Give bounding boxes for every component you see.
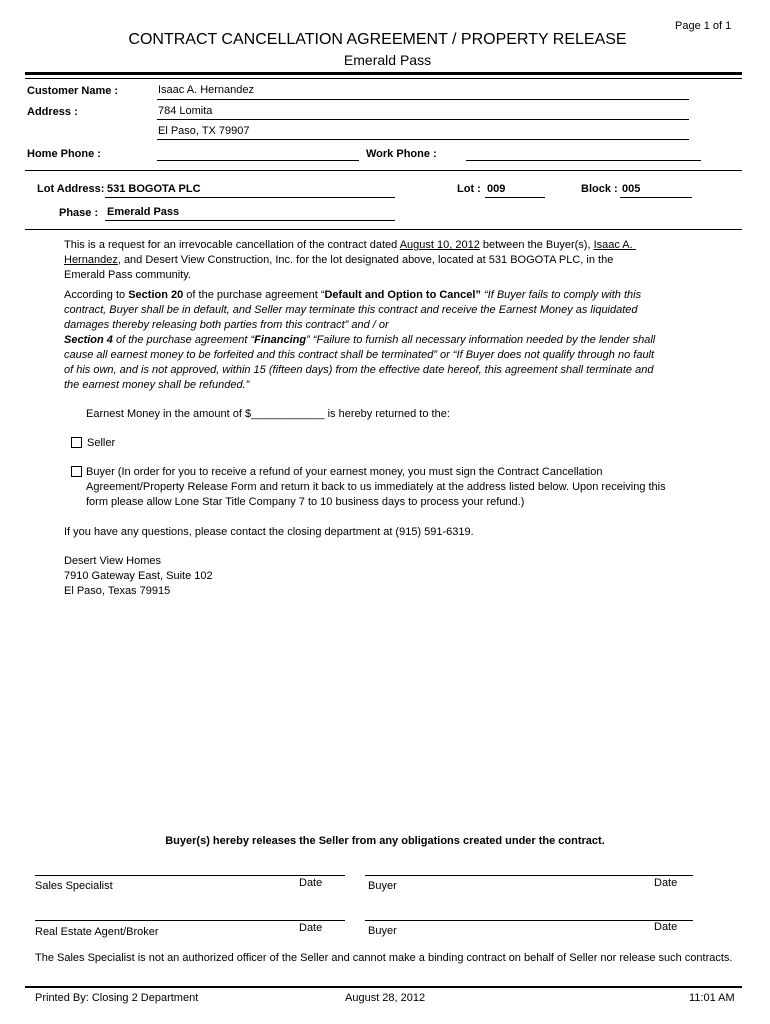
customer-name-value: Isaac A. Hernandez xyxy=(158,84,255,96)
phase-value: Emerald Pass xyxy=(107,206,180,218)
p2-text-c: “If Buyer fails to comply with this contract, Buyer shall be in default, and Seller may terminate this contract and receive the Earnest Money as liquidated damages thereby releasing both parties from this contract” and / or xyxy=(64,289,642,331)
company-address-line2: El Paso, Texas 79915 xyxy=(64,585,171,597)
address-line1-value: 784 Lomita xyxy=(158,105,213,117)
sales-specialist-label: Sales Specialist xyxy=(35,880,113,892)
contract-date: August 10, 2012 xyxy=(399,239,480,251)
buyer-name-trailing-space xyxy=(633,239,636,251)
lot-address-value: 531 BOGOTA PLC xyxy=(107,183,201,195)
lot-address-line xyxy=(105,197,395,198)
document-title: CONTRACT CANCELLATION AGREEMENT / PROPERTY RELEASE xyxy=(128,31,627,48)
header-rule-thick xyxy=(25,72,742,75)
address-label: Address : xyxy=(27,106,78,118)
header-rule-thin xyxy=(25,78,742,79)
customer-name-label: Customer Name : xyxy=(27,85,119,97)
lot-section-rule xyxy=(25,229,742,230)
address-line1-line xyxy=(157,119,689,120)
cancellation-request-paragraph xyxy=(64,238,664,283)
earnest-text-a: Earnest Money in the amount of $ xyxy=(86,408,252,420)
p1-text-d: Emerald Pass community. xyxy=(64,269,191,281)
section-4-ref: Section 4 xyxy=(64,334,113,346)
section-20-ref: Section 20 xyxy=(128,289,184,301)
financing-title: Financing xyxy=(254,334,307,346)
address-line2-line xyxy=(157,139,689,140)
earnest-money-statement xyxy=(86,408,450,420)
earnest-text-b: is hereby returned to the: xyxy=(324,408,450,420)
work-phone-line xyxy=(466,160,701,161)
printed-by: Printed By: Closing 2 Department xyxy=(35,992,199,1004)
footer-rule xyxy=(25,986,742,988)
address-line2-value: El Paso, TX 79907 xyxy=(158,125,250,137)
sales-specialist-date-label: Date xyxy=(299,877,323,889)
default-option-title: Default and Option to Cancel” xyxy=(324,289,481,301)
print-date: August 28, 2012 xyxy=(345,992,426,1004)
questions-contact: If you have any questions, please contact the closing department at (915) 591-6319. xyxy=(64,526,474,538)
release-statement: Buyer(s) hereby releases the Seller from any obligations created under the contract. xyxy=(165,835,605,847)
p2-text-d: of the purchase agreement “ xyxy=(112,334,255,346)
block-label: Block : xyxy=(581,183,618,195)
buyer-label-2: Buyer xyxy=(368,925,397,937)
lot-number-value: 009 xyxy=(487,183,506,195)
p1-text-b: between the Buyer(s), xyxy=(479,239,594,251)
block-value: 005 xyxy=(622,183,641,195)
buyer-date-label-2: Date xyxy=(654,921,678,933)
p1-text-c: , and Desert View Construction, Inc. for the lot designated above, located at 531 BOGOTA PLC, in the xyxy=(117,254,614,266)
p1-text-a: This is a request for an irrevocable cancellation of the contract dated xyxy=(64,239,400,251)
print-time: 11:01 AM xyxy=(689,992,735,1004)
p2-text-e: ” “Failure to furnish all necessary information needed by the lender shall cause all earnest money to be forfeited and this contract shall be terminated” or “If Buyer does not qualify through no fault of his own, and is not approved, within 15 (fifteen days) from the effective date hereof, this agreement shall terminate and the earnest money shall be refunded.” xyxy=(64,334,656,391)
sales-specialist-disclaimer: The Sales Specialist is not an authorized officer of the Seller and cannot make a binding contract on behalf of Seller nor release such contracts. xyxy=(35,952,733,964)
lot-address-label: Lot Address: xyxy=(37,183,105,195)
buyer-checkbox-label: Buyer (In order for you to receive a refund of your earnest money, you must sign the Contract Cancellation Agreement/Property Release Form and return it back to us immediately at the address listed below. Upon receiving this form please allow Lone Star Title Company 7 to 10 business days to process your refund.) xyxy=(86,466,666,508)
work-phone-label: Work Phone : xyxy=(366,148,437,160)
home-phone-line xyxy=(157,160,359,161)
buyer-date-label-1: Date xyxy=(654,877,678,889)
home-phone-label: Home Phone : xyxy=(27,148,101,160)
earnest-amount-blank[interactable]: ____________ xyxy=(251,408,325,420)
document-subtitle: Emerald Pass xyxy=(343,52,432,68)
customer-section-rule xyxy=(25,170,742,171)
company-name: Desert View Homes xyxy=(64,555,161,567)
lot-number-label: Lot : xyxy=(457,183,481,195)
agent-label: Real Estate Agent/Broker xyxy=(35,926,159,938)
phase-line xyxy=(105,220,395,221)
buyer-signature-line-1[interactable] xyxy=(365,875,693,876)
buyer-signature-line-2[interactable] xyxy=(365,920,693,921)
customer-name-line xyxy=(157,99,689,100)
sales-specialist-signature-line[interactable] xyxy=(35,875,345,876)
buyer-name-part1: Isaac A. xyxy=(593,239,633,251)
p2-text-a: According to xyxy=(64,289,129,301)
block-line xyxy=(620,197,692,198)
seller-checkbox[interactable] xyxy=(71,437,82,448)
agent-date-label: Date xyxy=(299,922,323,934)
page-number: Page 1 of 1 xyxy=(675,20,732,32)
seller-checkbox-label: Seller xyxy=(87,437,116,449)
contract-sections-paragraph xyxy=(64,288,664,393)
p2-text-b: of the purchase agreement “ xyxy=(183,289,325,301)
buyer-name-part2: Hernandez xyxy=(64,254,118,266)
agent-signature-line[interactable] xyxy=(35,920,345,921)
phase-label: Phase : xyxy=(59,207,99,219)
lot-number-line xyxy=(485,197,545,198)
company-address-line1: 7910 Gateway East, Suite 102 xyxy=(64,570,213,582)
buyer-checkbox[interactable] xyxy=(71,466,82,477)
buyer-label-1: Buyer xyxy=(368,880,397,892)
